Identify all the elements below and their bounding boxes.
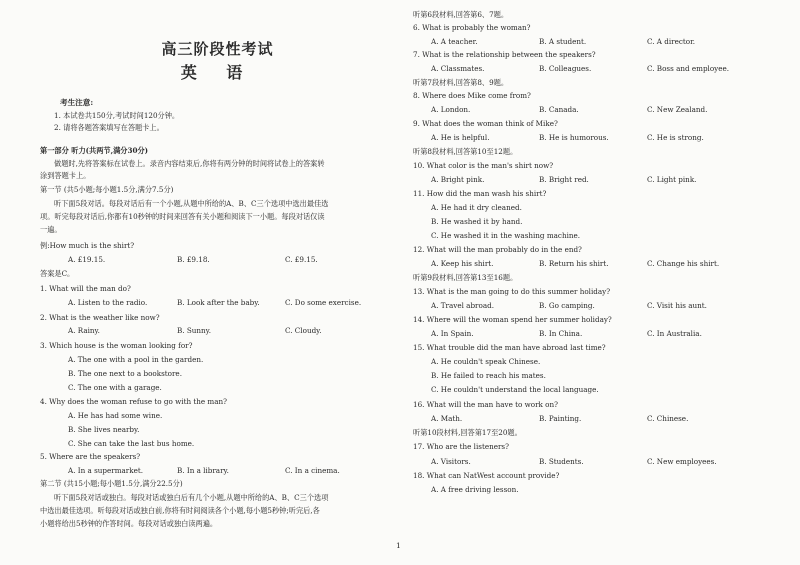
question-7: 7. What is the relationship between the speakers?: [413, 50, 596, 59]
section1-heading: 第一节 (共5小题;每小题1.5分,满分7.5分): [40, 185, 174, 194]
question-12: 12. What will the man probably do in the end?: [413, 245, 582, 254]
question-4: 4. Why does the woman refuse to go with the man?: [40, 397, 228, 406]
q2-option-a: A. Rainy.: [68, 326, 100, 335]
q10-option-c: C. Light pink.: [647, 175, 697, 184]
q5-option-c: C. In a cinema.: [285, 466, 340, 475]
section2-heading: 第二节 (共15小题;每小题1.5分,满分22.5分): [40, 479, 183, 488]
section1-intro-line3: 一遍。: [40, 225, 62, 234]
q13-option-a: A. Travel abroad.: [431, 301, 494, 310]
material-9-heading: 听第9段材料,回答第13至16题。: [413, 273, 518, 282]
q3-option-a: A. The one with a pool in the garden.: [68, 355, 204, 364]
exam-title: 高三阶段性考试: [161, 40, 274, 58]
material-7-heading: 听第7段材料,回答第8、9题。: [413, 78, 509, 87]
q4-option-a: A. He has had some wine.: [68, 411, 163, 420]
q13-option-b: B. Go camping.: [539, 301, 595, 310]
q15-option-c: C. He couldn't understand the local language.: [431, 385, 599, 394]
q1-option-a: A. Listen to the radio.: [68, 298, 148, 307]
section2-intro-line1: 听下面5段对话或独白。每段对话或独白后有几个小题,从题中所给的A、B、C三个选项: [54, 493, 329, 502]
section1-intro-line1: 听下面5段对话。每段对话后有一个小题,从题中所给的A、B、C三个选项中选出最佳选: [54, 199, 329, 208]
section2-intro-line3: 小题将给出5秒钟的作答时间。每段对话或独白读两遍。: [40, 519, 218, 528]
part1-intro-line2: 涂到答题卡上。: [40, 171, 91, 180]
q15-option-a: A. He couldn't speak Chinese.: [431, 357, 541, 366]
q18-option-a: A. A free driving lesson.: [431, 485, 519, 494]
right-column: [413, 0, 783, 565]
example-option-b: B. £9.18.: [177, 255, 210, 264]
q2-option-c: C. Cloudy.: [285, 326, 322, 335]
q6-option-c: C. A director.: [647, 37, 696, 46]
material-6-heading: 听第6段材料,回答第6、7题。: [413, 10, 509, 19]
notice-heading: 考生注意:: [60, 98, 94, 107]
question-10: 10. What color is the man's shirt now?: [413, 161, 554, 170]
q8-option-b: B. Canada.: [539, 105, 579, 114]
example-option-a: A. £19.15.: [68, 255, 106, 264]
q12-option-b: B. Return his shirt.: [539, 259, 609, 268]
q14-option-b: B. In China.: [539, 329, 583, 338]
q12-option-c: C. Change his shirt.: [647, 259, 720, 268]
q3-option-b: B. The one next to a bookstore.: [68, 369, 182, 378]
subject-title: 英 语: [180, 63, 255, 82]
q1-option-b: B. Look after the baby.: [177, 298, 260, 307]
q16-option-a: A. Math.: [431, 414, 463, 423]
question-1: 1. What will the man do?: [40, 284, 131, 293]
question-9: 9. What does the woman think of Mike?: [413, 119, 558, 128]
section1-intro-line2: 项。听完每段对话后,你都有10秒钟的时间来回答有关小题和阅读下一小题。每段对话仅读: [40, 212, 325, 221]
notice-item-1: 1. 本试卷共150分,考试时间120分钟。: [54, 111, 180, 120]
q11-option-c: C. He washed it in the washing machine.: [431, 231, 581, 240]
q13-option-c: C. Visit his aunt.: [647, 301, 707, 310]
q15-option-b: B. He failed to reach his mates.: [431, 371, 546, 380]
page-number: 1: [396, 541, 401, 550]
q16-option-c: C. Chinese.: [647, 414, 689, 423]
question-17: 17. Who are the listeners?: [413, 442, 509, 451]
q8-option-a: A. London.: [431, 105, 471, 114]
part1-intro-line1: 做题时,先将答案标在试卷上。录音内容结束后,你将有两分钟的时间将试卷上的答案转: [54, 159, 325, 168]
question-8: 8. Where does Mike come from?: [413, 91, 531, 100]
q17-option-b: B. Students.: [539, 457, 584, 466]
question-5: 5. Where are the speakers?: [40, 452, 141, 461]
question-13: 13. What is the man going to do this summer holiday?: [413, 287, 611, 296]
q7-option-b: B. Colleagues.: [539, 64, 592, 73]
question-18: 18. What can NatWest account provide?: [413, 471, 560, 480]
material-10-heading: 听第10段材料,回答第17至20题。: [413, 428, 522, 437]
part1-heading: 第一部分 听力(共两节,满分30分): [40, 146, 149, 155]
question-2: 2. What is the weather like now?: [40, 313, 160, 322]
example-option-c: C. £9.15.: [285, 255, 318, 264]
q9-option-c: C. He is strong.: [647, 133, 704, 142]
left-column: [40, 0, 395, 565]
q7-option-a: A. Classmates.: [431, 64, 485, 73]
q1-option-c: C. Do some exercise.: [285, 298, 362, 307]
question-16: 16. What will the man have to work on?: [413, 400, 558, 409]
q6-option-a: A. A teacher.: [431, 37, 478, 46]
q9-option-a: A. He is helpful.: [431, 133, 490, 142]
q5-option-b: B. In a library.: [177, 466, 229, 475]
question-11: 11. How did the man wash his shirt?: [413, 189, 547, 198]
example-answer: 答案是C。: [40, 269, 75, 278]
q10-option-b: B. Bright red.: [539, 175, 589, 184]
q14-option-c: C. In Australia.: [647, 329, 702, 338]
q3-option-c: C. The one with a garage.: [68, 383, 162, 392]
q17-option-a: A. Visitors.: [431, 457, 471, 466]
q7-option-c: C. Boss and employee.: [647, 64, 730, 73]
q11-option-b: B. He washed it by hand.: [431, 217, 523, 226]
q16-option-b: B. Painting.: [539, 414, 582, 423]
question-15: 15. What trouble did the man have abroad last time?: [413, 343, 606, 352]
q4-option-b: B. She lives nearby.: [68, 425, 140, 434]
q12-option-a: A. Keep his shirt.: [431, 259, 494, 268]
section2-intro-line2: 中选出最佳选项。听每段对话或独白前,你将有时间阅读各个小题,每小题5秒钟;听完后,各: [40, 506, 320, 515]
q6-option-b: B. A student.: [539, 37, 587, 46]
example-question: 例:How much is the shirt?: [40, 241, 135, 250]
q11-option-a: A. He had it dry cleaned.: [431, 203, 522, 212]
q2-option-b: B. Sunny.: [177, 326, 212, 335]
q14-option-a: A. In Spain.: [431, 329, 474, 338]
question-14: 14. Where will the woman spend her summer holiday?: [413, 315, 612, 324]
q5-option-a: A. In a supermarket.: [68, 466, 144, 475]
q4-option-c: C. She can take the last bus home.: [68, 439, 195, 448]
q17-option-c: C. New employees.: [647, 457, 717, 466]
q8-option-c: C. New Zealand.: [647, 105, 708, 114]
q10-option-a: A. Bright pink.: [431, 175, 485, 184]
question-3: 3. Which house is the woman looking for?: [40, 341, 193, 350]
material-8-heading: 听第8段材料,回答第10至12题。: [413, 147, 518, 156]
q9-option-b: B. He is humorous.: [539, 133, 609, 142]
question-6: 6. What is probably the woman?: [413, 23, 531, 32]
notice-item-2: 2. 请将各题答案填写在答题卡上。: [54, 123, 164, 132]
